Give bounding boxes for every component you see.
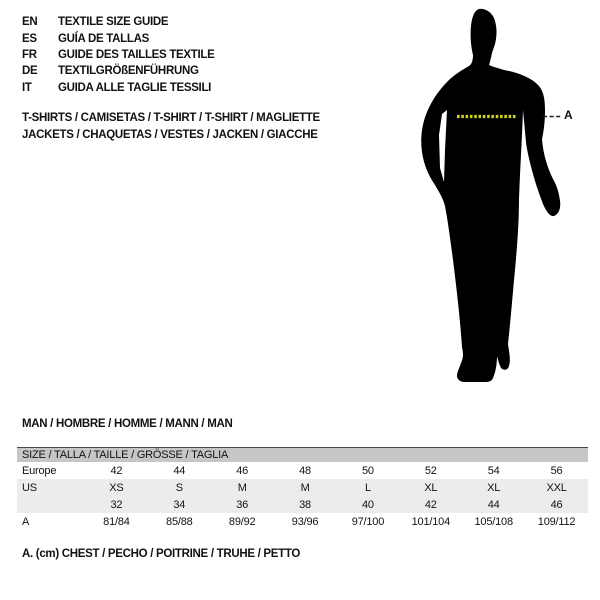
lang-label: GUIDE DES TAILLES TEXTILE bbox=[58, 48, 215, 61]
lang-row-de bbox=[22, 63, 215, 79]
size-cell: 32 bbox=[110, 498, 123, 511]
size-cell: 105/108 bbox=[474, 515, 513, 528]
size-cell: S bbox=[175, 481, 183, 494]
size-cell: XS bbox=[109, 481, 124, 494]
measurement-label-a: A bbox=[564, 108, 573, 122]
size-cell: L bbox=[364, 481, 371, 494]
size-cell: XL bbox=[424, 481, 438, 494]
size-cell: 34 bbox=[173, 498, 186, 511]
size-cell: 40 bbox=[362, 498, 374, 511]
table-row-us bbox=[17, 479, 588, 496]
category-tshirts: T-SHIRTS / CAMISETAS / T-SHIRT / T-SHIRT / MAGLIETTE bbox=[22, 112, 320, 124]
lang-row-es bbox=[22, 30, 215, 46]
table-row-chest bbox=[17, 513, 588, 530]
lang-label: GUIDA ALLE TAGLIE TESSILI bbox=[58, 81, 212, 94]
size-cell: 56 bbox=[550, 464, 563, 477]
lang-label: GUÍA DE TALLAS bbox=[58, 32, 149, 45]
size-cell: 42 bbox=[110, 464, 123, 477]
lang-row-en bbox=[22, 14, 215, 30]
size-cell: 89/92 bbox=[228, 515, 256, 528]
lang-code: IT bbox=[22, 81, 32, 94]
lang-label: TEXTILGRÖßENFÜHRUNG bbox=[58, 65, 199, 78]
size-cell: 81/84 bbox=[103, 515, 130, 528]
category-jackets: JACKETS / CHAQUETAS / VESTES / JACKEN / GIACCHE bbox=[22, 129, 318, 141]
row-label: Europe bbox=[22, 464, 57, 477]
size-cell: 36 bbox=[236, 498, 249, 511]
size-table-header: SIZE / TALLA / TAILLE / GRÖSSE / TAGLIA bbox=[17, 447, 588, 462]
lang-code: FR bbox=[22, 48, 37, 61]
size-cell: XXL bbox=[546, 481, 567, 494]
garment-categories bbox=[22, 110, 320, 144]
size-cell: 46 bbox=[550, 498, 563, 511]
man-silhouette-figure bbox=[390, 0, 600, 400]
size-table bbox=[17, 447, 588, 530]
lang-row-fr bbox=[22, 47, 215, 63]
lang-code: EN bbox=[22, 16, 38, 29]
section-title-man: MAN / HOMBRE / HOMME / MANN / MAN bbox=[22, 418, 233, 430]
size-cell: 52 bbox=[424, 464, 437, 477]
size-cell: 85/88 bbox=[166, 515, 193, 528]
size-cell: 46 bbox=[236, 464, 249, 477]
size-cell: 54 bbox=[487, 464, 500, 477]
size-cell: M bbox=[300, 481, 310, 494]
size-cell: XL bbox=[487, 481, 501, 494]
size-cell: 42 bbox=[424, 498, 437, 511]
table-row-numeric bbox=[17, 496, 588, 513]
man-silhouette bbox=[421, 9, 560, 382]
language-title-block bbox=[22, 14, 215, 96]
size-cell: M bbox=[237, 481, 247, 494]
size-cell: 97/100 bbox=[351, 515, 385, 528]
row-label: A bbox=[22, 515, 30, 528]
size-cell: 93/96 bbox=[291, 515, 319, 528]
size-cell: 44 bbox=[487, 498, 500, 511]
size-cell: 109/112 bbox=[537, 515, 576, 528]
size-cell: 50 bbox=[362, 464, 374, 477]
size-cell: 48 bbox=[299, 464, 311, 477]
size-cell: 38 bbox=[299, 498, 311, 511]
lang-code: DE bbox=[22, 65, 38, 78]
lang-row-it bbox=[22, 80, 215, 96]
row-label: US bbox=[22, 481, 37, 494]
lang-code: ES bbox=[22, 32, 37, 45]
size-cell: 44 bbox=[173, 464, 186, 477]
table-row-europe bbox=[17, 462, 588, 479]
size-cell: 101/104 bbox=[411, 515, 450, 528]
lang-label: TEXTILE SIZE GUIDE bbox=[58, 16, 169, 29]
measurement-footnote: A. (cm) CHEST / PECHO / POITRINE / TRUHE / PETTO bbox=[22, 548, 301, 560]
